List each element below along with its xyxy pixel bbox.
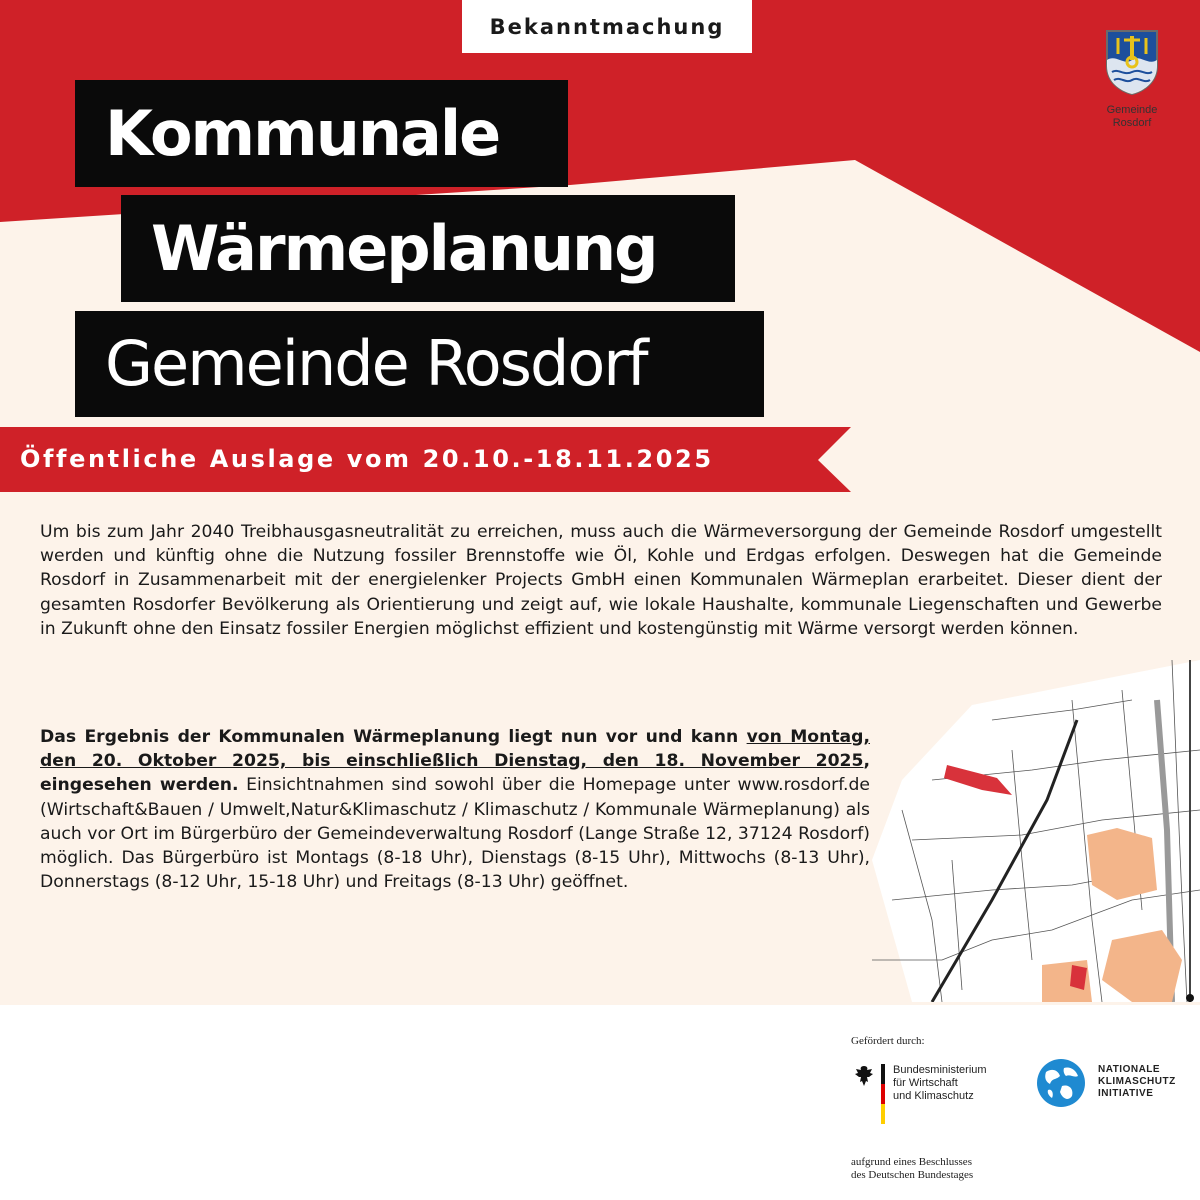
announcement-tag: Bekanntmachung xyxy=(462,0,752,53)
details-date-range: von Montag, den 20. Oktober 2025, bis einschließlich Dienstag, den 18. November 2025 xyxy=(40,727,870,772)
map-excerpt xyxy=(872,660,1200,1002)
bundestag-resolution-note xyxy=(851,1156,1011,1182)
intro-paragraph: Um bis zum Jahr 2040 Treibhausgasneutralität zu erreichen, muss auch die Wärmeversorgung der Gemeinde Rosdorf umgestellt werden und künftig ohne die Nutzung fossiler Brennstoffe wie Öl, Kohle und Erdgas erfolgen. Deswegen hat die Gemeinde Rosdorf in Zusammenarbeit mit der energielenker Projects GmbH einen Kommunalen Wärmeplan erarbeitet. Dieser dient der gesamten Rosdorfer Bevölkerung als Orientierung und zeigt auf, wie lokale Haushalte, kommunale Liegenschaften und Gewerbe in Zukunft ohne den Einsatz fossiler Energien möglichst effizient und kostengünstig mit Wärme versorgt werden können. xyxy=(40,522,1162,639)
resolution-line2: des Deutschen Bundestages xyxy=(851,1169,974,1181)
logo-text-line1: Gemeinde xyxy=(1106,104,1158,116)
globe-icon xyxy=(1036,1058,1086,1108)
german-flag-icon xyxy=(881,1064,885,1124)
resolution-line1: aufgrund eines Beschlusses xyxy=(851,1156,972,1168)
nki-name xyxy=(1098,1064,1188,1100)
federal-eagle-icon xyxy=(852,1064,876,1090)
coat-of-arms-icon xyxy=(1104,28,1160,96)
logo-text-line2: Rosdorf xyxy=(1112,117,1152,129)
nki-line1: NATIONALE xyxy=(1098,1064,1161,1075)
nki-line2: KLIMASCHUTZ xyxy=(1098,1076,1176,1087)
nki-line3: INITIATIVE xyxy=(1098,1088,1154,1099)
municipality-logo xyxy=(1100,28,1164,130)
title-line-3: Gemeinde Rosdorf xyxy=(75,311,764,417)
title-line-1: Kommunale xyxy=(75,80,568,187)
details-bold-end: , eingesehen werden. xyxy=(40,751,870,796)
details-bold-start: Das Ergebnis der Kommunalen Wärmeplanung liegt nun vor und kann xyxy=(40,727,747,747)
funded-by-label: Gefördert durch: xyxy=(851,1035,925,1047)
details-paragraph xyxy=(40,725,870,894)
bmwk-line1: Bundesministerium xyxy=(893,1064,987,1076)
bmwk-line3: und Klimaschutz xyxy=(893,1090,974,1102)
ribbon-text: Öffentliche Auslage vom 20.10.-18.11.2025 xyxy=(20,445,714,473)
bmwk-name xyxy=(893,1064,1003,1103)
bmwk-line2: für Wirtschaft xyxy=(893,1077,958,1089)
title-line-2: Wärmeplanung xyxy=(121,195,735,302)
details-rest: Einsichtnahmen sind sowohl über die Homepage unter www.rosdorf.de (Wirtschaft&Bauen / Umwelt,Natur&Klimaschutz / Klimaschutz / Kommunale Wärmeplanung) als auch vor Ort im Bürgerbüro der Gemeindeverwaltung Rosdorf (Lange Straße 12, 37124 Rosdorf) möglich. Das Bürgerbüro ist Montags (8-18 Uhr), Dienstags (8-15 Uhr), Mittwochs (8-13 Uhr), Donnerstags (8-12 Uhr, 15-18 Uhr) und Freitags (8-13 Uhr) geöffnet. xyxy=(40,775,870,893)
